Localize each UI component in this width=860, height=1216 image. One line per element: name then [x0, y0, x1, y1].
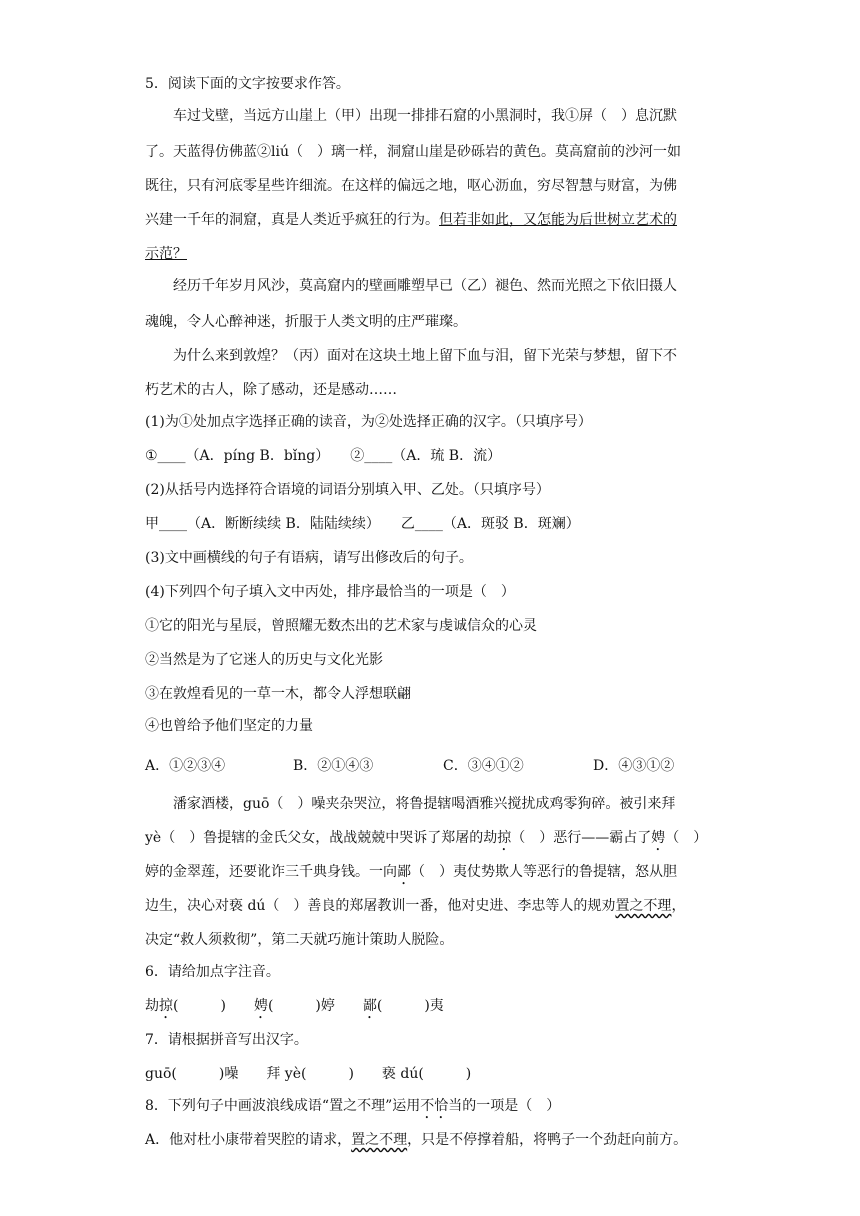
q6-item1-dotted: 掠 [159, 998, 173, 1014]
q7-items [145, 1064, 471, 1084]
q5-sub2: (2)从括号内选择符合语境的词语分别填入甲、乙处。（只填序号） [145, 482, 550, 498]
q5-sub1-options: ①____（A．píng B．bǐng） ②____（A．琉 B．流） [145, 448, 502, 464]
q8-option-a[interactable] [145, 1130, 687, 1150]
passage-line1: 潘家酒楼，guō（ ）噪夹杂哭泣，将鲁提辖喝酒雅兴搅扰成鸡零狗碎。被引来拜 [173, 796, 676, 812]
passage-line2-a: yè（ ）鲁提辖的金氏父女，战战兢兢中哭诉了郑屠的劫 [145, 830, 498, 846]
q8-option-a-text2: ，只是不停撑着船，将鸭子一个劲赶向前方。 [407, 1132, 688, 1148]
passage-line3 [145, 862, 677, 888]
sentence-3: ③在敦煌看见的一草一木，都令人浮想联翩 [145, 686, 411, 702]
q7-item1[interactable]: guō( )噪 [145, 1066, 239, 1082]
q5-sub1: (1)为①处加点字选择正确的读音，为②处选择正确的汉字。（只填序号） [145, 414, 592, 430]
q8-dotted-chars: 不恰 [420, 1098, 449, 1114]
q6-item2-blank[interactable]: ( )婷 [267, 998, 335, 1014]
sentence-4: ④也曾给予他们坚定的力量 [145, 718, 313, 734]
q8-title [145, 1096, 560, 1122]
q6-item2-dotted: 娉 [253, 998, 268, 1014]
dotted-char-ping: 娉 [651, 830, 666, 846]
q5-para1-line3: 既往，只有河底零星些许细流。在这样的偏远之地，呕心沥血，穷尽智慧与财富，为佛 [145, 178, 677, 194]
q5-sub3: (3)文中画横线的句子有语病，请写出修改后的句子。 [145, 550, 473, 566]
q6-item3-blank[interactable]: ( )夷 [376, 998, 444, 1014]
q5-para1-line4-text: 兴建一千年的洞窟，真是人类近乎疯狂的行为。 [145, 212, 439, 228]
sentence-1: ①它的阳光与星辰，曾照耀无数杰出的艺术家与虔诚信众的心灵 [145, 618, 537, 634]
passage-line3-b: （ ）夷仗势欺人等恶行的鲁提辖，怒从胆 [411, 864, 677, 880]
q6-item1-blank[interactable]: ( ) [173, 998, 226, 1014]
q5-sub2-options: 甲____（A．断断续续 B．陆陆续续） 乙____（A．斑驳 B．斑斓） [145, 516, 580, 532]
passage-line2-c: （ ） [665, 830, 708, 846]
q5-para1-line2: 了。天蓝得仿佛蓝②liú（ ）璃一样，洞窟山崖是砂砾岩的黄色。莫高窟前的沙河一如 [145, 144, 681, 160]
q6-item1-char: 劫 [145, 998, 159, 1014]
q5-para2-line1: 经历千年岁月风沙，莫高窟内的壁画雕塑早已（乙）褪色、然而光照之下依旧摄人 [173, 278, 677, 294]
sentence-2: ②当然是为了它迷人的历史与文化光影 [145, 652, 383, 668]
underlined-sentence-part1: 但若非如此，又怎能为后世树立艺术的 [439, 212, 677, 228]
q8-title-b: 当的一项是（ ） [448, 1098, 561, 1114]
q5-para1-line4 [145, 210, 677, 230]
q8-title-a: 8．下列句子中画波浪线成语“置之不理”运用 [145, 1098, 421, 1114]
passage-line4-a: 边生，决心对亵 dú（ ）善良的郑屠教训一番，他对史进、李忠等人的规劝 [145, 898, 616, 914]
dotted-char-lue: 掠 [497, 830, 512, 846]
underlined-sentence-part2: 示范？ [145, 246, 187, 262]
q5-title: 5．阅读下面的文字按要求作答。 [145, 76, 350, 92]
q6-title: 6．请给加点字注音。 [145, 964, 280, 980]
wavy-idiom: 置之不理 [615, 898, 672, 914]
choice-b[interactable]: B．②①④③ [293, 758, 374, 774]
choice-d[interactable]: D．④③①② [593, 758, 675, 774]
passage-line5: 决定“救人须救彻”，第二天就巧施计策助人脱险。 [145, 932, 454, 948]
q5-para2-line2: 魂魄，令人心醉神迷，折服于人类文明的庄严璀璨。 [145, 314, 467, 330]
choice-c[interactable]: C．③④①② [443, 758, 524, 774]
passage-line4 [145, 896, 685, 916]
passage-line4-b: ， [671, 898, 686, 914]
choice-a[interactable]: A．①②③④ [145, 758, 226, 774]
q7-item3[interactable]: 亵 dú( ) [381, 1066, 472, 1082]
passage-line3-a: 婷的金翠莲，还要讹诈三千典身钱。一向 [145, 864, 397, 880]
passage-line2 [145, 828, 707, 854]
q6-item3-dotted: 鄙 [362, 998, 377, 1014]
q5-para3-line1: 为什么来到敦煌？（丙）面对在这块土地上留下血与泪，留下光荣与梦想，留下不 [173, 348, 677, 364]
dotted-char-bi: 鄙 [397, 864, 411, 880]
q5-sub4: (4)下列四个句子填入文中丙处，排序最恰当的一项是（ ） [145, 584, 515, 600]
q6-items [145, 996, 444, 1022]
q5-para3-line2: 朽艺术的古人，除了感动，还是感动…… [145, 382, 397, 398]
q5-para1-line1: 车过戈壁，当远方山崖上（甲）出现一排排石窟的小黑洞时，我①屏（ ）息沉默 [173, 108, 677, 124]
q7-title: 7．请根据拼音写出汉字。 [145, 1032, 308, 1048]
q8-option-a-text1: A．他对杜小康带着哭腔的请求， [145, 1132, 352, 1148]
passage-line2-b: （ ）恶行——霸占了 [511, 830, 652, 846]
q8-wavy-idiom: 置之不理 [351, 1132, 408, 1148]
q7-item2[interactable]: 拜 yè( ) [266, 1066, 354, 1082]
